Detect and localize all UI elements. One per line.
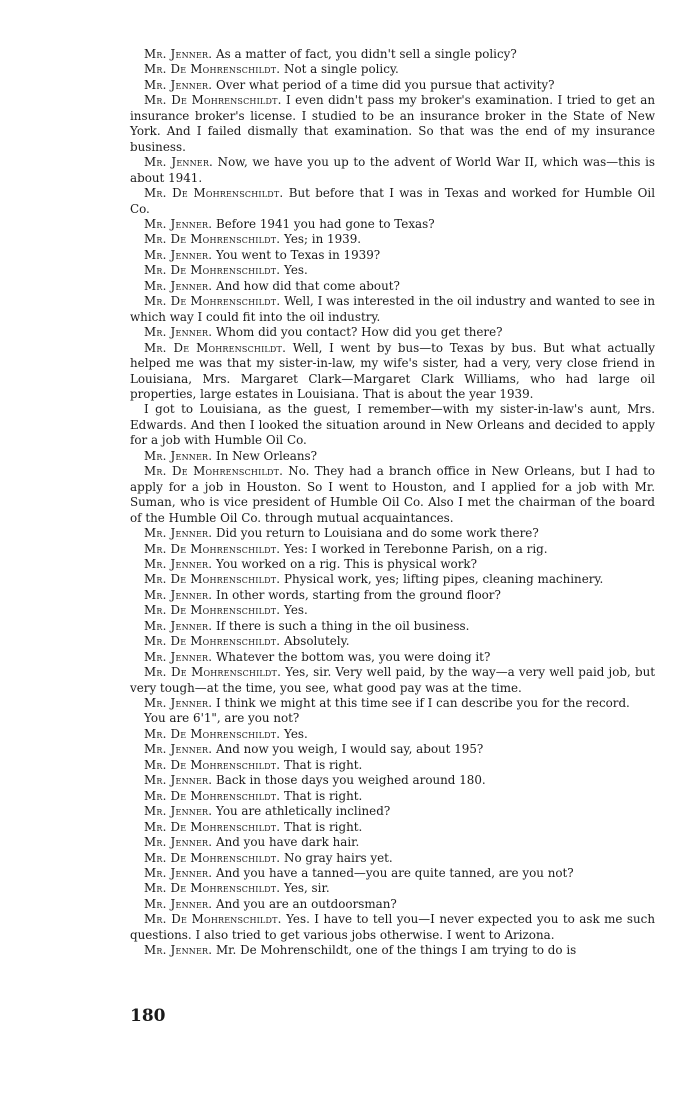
speech-text: You are athletically inclined? xyxy=(216,804,391,819)
speech-text: Yes. xyxy=(284,603,308,618)
transcript-paragraph xyxy=(130,866,655,881)
speech-text: I think we might at this time see if I can describe you for the record. xyxy=(216,696,630,711)
speaker-label: Mr. De Mohrenschildt. xyxy=(144,726,281,741)
speaker-label: Mr. De Mohrenschildt. xyxy=(144,603,281,618)
transcript-paragraph xyxy=(130,93,655,155)
speech-text: Whatever the bottom was, you were doing it? xyxy=(216,649,491,664)
speaker-label: Mr. De Mohrenschildt. xyxy=(144,232,281,247)
transcript-paragraph xyxy=(130,588,655,603)
speech-text: Did you return to Louisiana and do some work there? xyxy=(216,526,539,541)
speech-text: You went to Texas in 1939? xyxy=(216,247,381,262)
speech-text: You are 6'1", are you not? xyxy=(144,711,300,726)
speech-text: No gray hairs yet. xyxy=(284,850,393,865)
speaker-label: Mr. De Mohrenschildt. xyxy=(144,665,282,680)
speech-text: That is right. xyxy=(284,757,363,772)
speaker-label: Mr. Jenner. xyxy=(144,325,213,340)
speech-text: Mr. De Mohrenschildt, one of the things I am trying to do is xyxy=(216,943,577,958)
speech-text: Back in those days you weighed around 180. xyxy=(216,773,486,788)
speech-text: I even didn't pass my broker's examination. I tried to get an insurance broker's license. I studied to be an insurance broker in the State of New York. And I failed dismally that examination. So that was the end of my insurance business. xyxy=(130,93,655,154)
speaker-label: Mr. De Mohrenschildt. xyxy=(144,634,281,649)
speaker-label: Mr. Jenner. xyxy=(144,526,213,541)
transcript-paragraph xyxy=(130,650,655,665)
page-number: 180 xyxy=(130,1006,166,1026)
transcript-paragraph xyxy=(130,696,655,711)
speaker-label: Mr. De Mohrenschildt. xyxy=(144,757,281,772)
transcript-paragraph xyxy=(130,526,655,541)
speech-text: Over what period of a time did you pursue that activity? xyxy=(216,77,555,92)
speaker-label: Mr. Jenner. xyxy=(144,47,213,61)
transcript-paragraph xyxy=(130,835,655,850)
transcript-paragraph xyxy=(130,711,655,726)
speech-text: Whom did you contact? How did you get there? xyxy=(216,325,503,340)
transcript-paragraph xyxy=(130,186,655,217)
speaker-label: Mr. De Mohrenschildt. xyxy=(144,912,282,927)
speaker-label: Mr. De Mohrenschildt. xyxy=(144,294,281,309)
transcript-paragraph xyxy=(130,820,655,835)
transcript-paragraph xyxy=(130,742,655,757)
speaker-label: Mr. De Mohrenschildt. xyxy=(144,541,281,556)
transcript-paragraph xyxy=(130,789,655,804)
transcript-paragraph xyxy=(130,804,655,819)
speaker-label: Mr. Jenner. xyxy=(144,278,213,293)
speech-text: And now you weigh, I would say, about 195? xyxy=(216,742,484,757)
transcript-paragraph xyxy=(130,619,655,634)
transcript-paragraph xyxy=(130,155,655,186)
transcript-paragraph xyxy=(130,263,655,278)
speech-text: That is right. xyxy=(284,788,363,803)
speech-text: Yes, sir. Very well paid, by the way—a very well paid job, but very tough—at the time, you see, what good pay was at the time. xyxy=(130,665,656,695)
transcript-paragraph xyxy=(130,294,655,325)
transcript-paragraph xyxy=(130,634,655,649)
speaker-label: Mr. Jenner. xyxy=(144,618,213,633)
speaker-label: Mr. Jenner. xyxy=(144,587,213,602)
speaker-label: Mr. De Mohrenschildt. xyxy=(144,819,281,834)
speech-text: Not a single policy. xyxy=(284,62,399,77)
speech-text: But before that I was in Texas and worked for Humble Oil Co. xyxy=(130,186,656,216)
speaker-label: Mr. Jenner. xyxy=(144,155,214,170)
speaker-label: Mr. Jenner. xyxy=(144,866,213,881)
speech-text: And you have a tanned—you are quite tanned, are you not? xyxy=(216,866,574,881)
speech-text: If there is such a thing in the oil business. xyxy=(216,618,470,633)
speaker-label: Mr. Jenner. xyxy=(144,742,213,757)
speaker-label: Mr. De Mohrenschildt. xyxy=(144,572,281,587)
speech-text: Yes, sir. xyxy=(284,881,330,896)
transcript-paragraph xyxy=(130,572,655,587)
speaker-label: Mr. Jenner. xyxy=(144,247,213,262)
speech-text: Yes. xyxy=(284,726,308,741)
speaker-label: Mr. Jenner. xyxy=(144,896,213,911)
transcript-paragraph xyxy=(130,248,655,263)
transcript-paragraph xyxy=(130,464,655,526)
speech-text: In other words, starting from the ground floor? xyxy=(216,587,501,602)
transcript-paragraph xyxy=(130,665,655,696)
speech-text: And you have dark hair. xyxy=(216,835,360,850)
speech-text: Yes. xyxy=(284,263,308,278)
speaker-label: Mr. De Mohrenschildt. xyxy=(144,62,281,77)
transcript-paragraph xyxy=(130,881,655,896)
transcript-body xyxy=(130,47,655,959)
speaker-label: Mr. De Mohrenschildt. xyxy=(144,186,284,201)
speech-text: No. They had a branch office in New Orleans, but I had to apply for a job in Houston. So I went to Houston, and I applied for a job with Mr. Suman, who is vice president of Humble Oil Co. Also I met the chairman of the board of the Humble Oil Co. through mutual acquaintances. xyxy=(130,464,656,525)
speech-text: Well, I was interested in the oil industry and wanted to see in which way I could fit into the oil industry. xyxy=(130,294,656,324)
speaker-label: Mr. Jenner. xyxy=(144,556,213,571)
transcript-paragraph xyxy=(130,758,655,773)
speech-text: Yes: I worked in Terebonne Parish, on a rig. xyxy=(284,541,548,556)
transcript-paragraph xyxy=(130,341,655,403)
transcript-paragraph xyxy=(130,557,655,572)
speaker-label: Mr. Jenner. xyxy=(144,804,213,819)
transcript-paragraph xyxy=(130,47,655,62)
speaker-label: Mr. Jenner. xyxy=(144,77,213,92)
speech-text: Well, I went by bus—to Texas by bus. But what actually helped me was that my sister-in-law, my wife's sister, had a very, very close friend in Louisiana, Mrs. Margaret Clark—Margaret Clark Williams, who had large oil properties, large estates in Louisiana. That is about the year 1939. xyxy=(130,340,656,401)
speaker-label: Mr. De Mohrenschildt. xyxy=(144,340,287,355)
speaker-label: Mr. De Mohrenschildt. xyxy=(144,464,284,479)
speaker-label: Mr. Jenner. xyxy=(144,835,213,850)
speech-text: And how did that come about? xyxy=(216,278,400,293)
transcript-paragraph xyxy=(130,62,655,77)
transcript-paragraph xyxy=(130,325,655,340)
transcript-paragraph xyxy=(130,773,655,788)
speech-text: That is right. xyxy=(284,819,363,834)
speech-text: Before 1941 you had gone to Texas? xyxy=(216,216,435,231)
speaker-label: Mr. Jenner. xyxy=(144,943,213,958)
speech-text: Yes; in 1939. xyxy=(284,232,362,247)
transcript-paragraph xyxy=(130,449,655,464)
transcript-paragraph xyxy=(130,897,655,912)
speaker-label: Mr. Jenner. xyxy=(144,448,213,463)
speaker-label: Mr. De Mohrenschildt. xyxy=(144,881,281,896)
speaker-label: Mr. De Mohrenschildt. xyxy=(144,93,282,108)
speaker-label: Mr. Jenner. xyxy=(144,216,213,231)
speaker-label: Mr. Jenner. xyxy=(144,649,213,664)
speech-text: And you are an outdoorsman? xyxy=(216,896,397,911)
speaker-label: Mr. Jenner. xyxy=(144,773,213,788)
speaker-label: Mr. De Mohrenschildt. xyxy=(144,788,281,803)
transcript-paragraph xyxy=(130,943,655,958)
speech-text: Yes. I have to tell you—I never expected you to ask me such questions. I also tried to get various jobs otherwise. I went to Arizona. xyxy=(130,912,655,942)
speaker-label: Mr. Jenner. xyxy=(144,696,213,711)
speech-text: You worked on a rig. This is physical work? xyxy=(216,556,477,571)
speech-text: Physical work, yes; lifting pipes, cleaning machinery. xyxy=(284,572,604,587)
speech-text: As a matter of fact, you didn't sell a single policy? xyxy=(216,47,517,61)
transcript-paragraph xyxy=(130,542,655,557)
transcript-paragraph xyxy=(130,232,655,247)
transcript-paragraph xyxy=(130,78,655,93)
transcript-paragraph xyxy=(130,727,655,742)
speech-text: I got to Louisiana, as the guest, I remember—with my sister-in-law's aunt, Mrs. Edwards. And then I looked the situation around in New Orleans and decided to apply for a job with Humble Oil Co. xyxy=(130,402,655,448)
speech-text: In New Orleans? xyxy=(216,448,318,463)
transcript-paragraph xyxy=(130,912,655,943)
speech-text: Now, we have you up to the advent of World War II, which was—this is about 1941. xyxy=(130,155,655,185)
transcript-paragraph xyxy=(130,603,655,618)
transcript-paragraph xyxy=(130,402,655,448)
speech-text: Absolutely. xyxy=(284,634,350,649)
transcript-paragraph xyxy=(130,217,655,232)
transcript-paragraph xyxy=(130,279,655,294)
speaker-label: Mr. De Mohrenschildt. xyxy=(144,263,281,278)
speaker-label: Mr. De Mohrenschildt. xyxy=(144,850,281,865)
transcript-paragraph xyxy=(130,851,655,866)
